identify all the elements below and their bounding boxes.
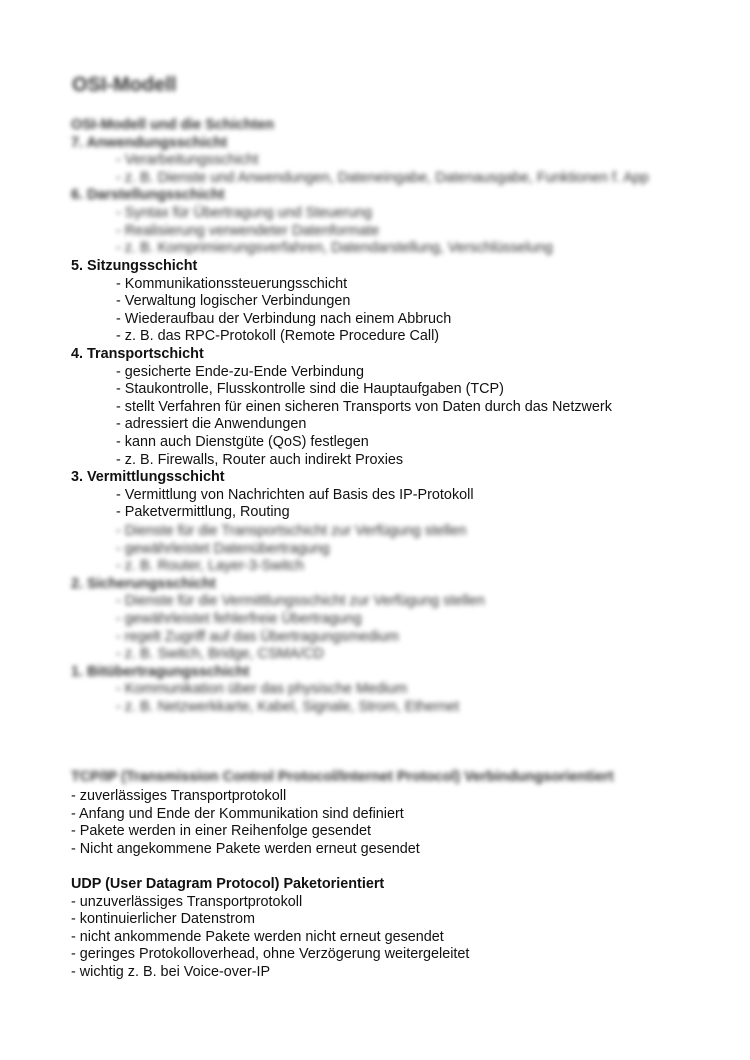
list-item: - regelt Zugriff auf das Übertragungsmedium [116,628,399,645]
udp-heading: UDP (User Datagram Protocol) Paketorientiert [71,876,385,892]
list-item: - unzuverlässiges Transportprotokoll [71,893,303,910]
list-item: - z. B. Komprimierungsverfahren, Datendarstellung, Verschlüsselung [116,240,553,257]
list-item: - Anfang und Ende der Kommunikation sind definiert [71,805,404,822]
list-item: - Realisierung verwendeter Datenformate [116,222,380,239]
list-item: - z. B. Router, Layer-3-Switch [116,558,304,575]
tcp-section [71,788,420,858]
list-item: - z. B. Firewalls, Router auch indirekt Proxies [116,451,404,468]
list-item: - stellt Verfahren für einen sicheren Transports von Daten durch das Netzwerk [116,398,612,415]
list-item: - Dienste für die Transportschicht zur Verfügung stellen [116,523,467,539]
list-item: - Kommunikation über das physische Medium [116,681,408,698]
layer-heading: 5. Sitzungsschicht [71,258,198,274]
list-item: - gewährleistet fehlerfreie Übertragung [116,610,362,627]
tcp-heading-blurred [71,769,614,787]
osi-subtitle: OSI-Modell und die Schichten [71,117,275,133]
list-item: - Paketvermittlung, Routing [116,504,290,521]
osi-lower-blurred [71,523,485,717]
layer-heading: 6. Darstellungsschicht [71,187,225,204]
udp-section [71,876,469,982]
layer-heading: 4. Transportschicht [71,345,204,362]
list-item: - nicht ankommende Pakete werden nicht erneut gesendet [71,928,444,945]
list-item: - Wiederaufbau der Verbindung nach einem Abbruch [116,310,452,327]
layer-heading: 7. Anwendungsschicht [71,134,228,151]
list-item: - Pakete werden in einer Reihenfolge gesendet [71,823,372,840]
list-item: - gewährleistet Datenübertragung [116,540,330,557]
list-item: - kontinuierlicher Datenstrom [71,911,255,928]
list-item: - z. B. Switch, Bridge, CSMA/CD [116,646,324,663]
list-item: - Verarbeitungsschicht [116,152,259,169]
layer-heading: 3. Vermittlungsschicht [71,469,225,486]
list-item: - z. B. Dienste und Anwendungen, Dateneingabe, Datenausgabe, Funktionen f. App [116,169,649,186]
list-item: - Staukontrolle, Flusskontrolle sind die Hauptaufgaben (TCP) [116,381,504,398]
list-item: - Syntax für Übertragung und Steuerung [116,204,372,221]
list-item: - zuverlässiges Transportprotokoll [71,788,287,804]
list-item: - geringes Protokolloverhead, ohne Verzögerung weitergeleitet [71,946,470,963]
layer-heading: 1. Bitübertragungsschicht [71,663,250,680]
osi-middle-clear [71,258,612,522]
list-item: - gesicherte Ende-zu-Ende Verbindung [116,363,364,380]
list-item: - wichtig z. B. bei Voice-over-IP [71,963,271,980]
page-title: OSI-Modell [72,74,177,96]
layer-heading: 2. Sicherungsschicht [71,575,216,592]
list-item: - Nicht angekommene Pakete werden erneut gesendet [71,840,420,857]
list-item: - z. B. Netzwerkkarte, Kabel, Signale, Strom, Ethernet [116,698,460,715]
tcp-heading: TCP/IP (Transmission Control Protocol/Internet Protocol) Verbindungsorientiert [71,769,614,785]
list-item: - Verwaltung logischer Verbindungen [116,293,351,310]
list-item: - Vermittlung von Nachrichten auf Basis des IP-Protokoll [116,486,474,503]
list-item: - Dienste für die Vermittlungsschicht zur Verfügung stellen [116,593,485,610]
list-item: - z. B. das RPC-Protokoll (Remote Procedure Call) [116,328,440,345]
osi-upper-blurred [71,117,649,258]
list-item: - kann auch Dienstgüte (QoS) festlegen [116,433,369,450]
list-item: - Kommunikationssteuerungsschicht [116,275,348,292]
list-item: - adressiert die Anwendungen [116,416,307,433]
